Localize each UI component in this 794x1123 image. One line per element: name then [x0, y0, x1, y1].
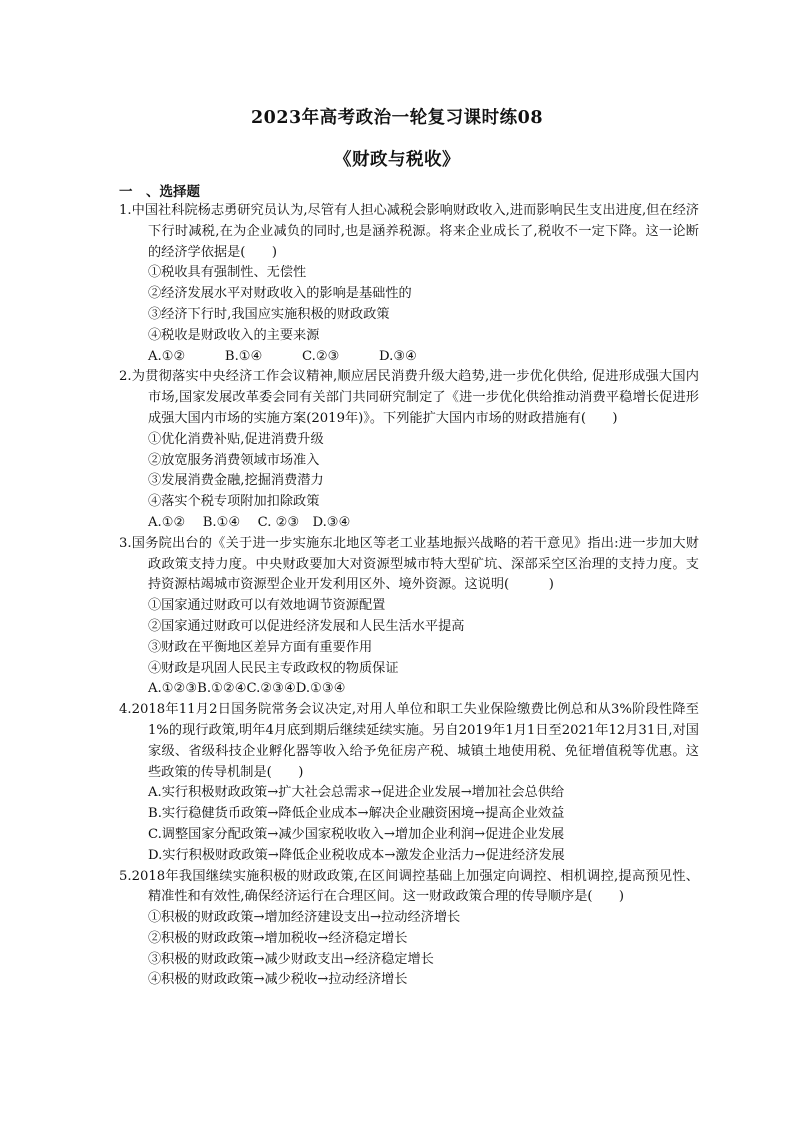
option-item: ①税收具有强制性、无偿性: [148, 265, 307, 281]
question-2: [119, 367, 699, 533]
answer-choices: A.①②③B.①②④C.②③④D.①③④: [148, 681, 346, 697]
question-stem: 4.2018年11月2日国务院常务会议决定,对用人单位和职工失业保险缴费比例总和从3%阶段性降至1%的现行政策,明年4月底到期后继续延续实施。另自2019年1月1日至2021年12月31日,对国家级、省级科技企业孵化器等收入给予免征房产税、城镇土地使用税、免征增值税等优惠。这些政策的传导机制是( ): [119, 702, 699, 780]
option-item: ①积极的财政政策→增加经济建设支出→拉动经济增长: [148, 910, 461, 926]
question-3: [119, 534, 699, 700]
option-item: A.实行积极财政政策→扩大社会总需求→促进企业发展→增加社会总供给: [148, 785, 565, 801]
option-item: ③经济下行时,我国应实施积极的财政政策: [148, 306, 390, 322]
question-1: [119, 201, 699, 367]
option-item: ②积极的财政政策→增加税收→经济稳定增长: [148, 930, 408, 946]
answer-choices: A.①② B.①④ C.②③ D.③④: [148, 348, 417, 364]
question-stem: 1.中国社科院杨志勇研究员认为,尽管有人担心减税会影响财政收入,进而影响民生支出进度,但在经济下行时减税,在为企业减负的同时,也是涵养税源。将来企业成长了,税收不一定下降。这一论断的经济学依据是( ): [119, 203, 699, 260]
option-item: C.调整国家分配政策→减少国家税收收入→增加企业利润→促进企业发展: [148, 826, 565, 842]
option-item: ④落实个税专项附加扣除政策: [148, 494, 320, 510]
option-item: ①优化消费补贴,促进消费升级: [148, 431, 324, 447]
option-item: ②经济发展水平对财政收入的影响是基础性的: [148, 286, 412, 302]
option-item: B.实行稳健货币政策→降低企业成本→解决企业融资困境→提高企业效益: [148, 806, 565, 822]
section-heading: 一 、选择题: [119, 184, 200, 200]
option-item: D.实行积极财政政策→降低企业税收成本→激发企业活力→促进经济发展: [148, 847, 565, 863]
option-item: ④财政是巩固人民民主专政政权的物质保证: [148, 660, 399, 676]
question-stem: 2.为贯彻落实中央经济工作会议精神,顺应居民消费升级大趋势,进一步优化供给, 促进形成强大国内市场,国家发展改革委会同有关部门共同研究制定了《进一步优化供给推动消费平稳增长促进形成强大国内市场的实施方案(2019年)》。下列能扩大国内市场的财政措施有( ): [119, 369, 699, 426]
option-item: ②放宽服务消费领域市场准入: [148, 452, 320, 468]
question-stem: 5.2018年我国继续实施积极的财政政策,在区间调控基础上加强定向调控、相机调控,提高预见性、精准性和有效性,确保经济运行在合理区间。这一财政政策合理的传导顺序是( ): [119, 868, 699, 905]
option-item: ①国家通过财政可以有效地调节资源配置: [148, 598, 386, 614]
answer-choices: A.①② B.①④ C. ②③ D.③④: [148, 514, 351, 530]
option-item: ③财政在平衡地区差异方面有重要作用: [148, 639, 373, 655]
option-item: ③发展消费金融,挖掘消费潜力: [148, 473, 324, 489]
question-4: [119, 700, 699, 866]
question-list: [119, 201, 699, 991]
question-5: [119, 867, 699, 992]
option-item: ④积极的财政政策→减少税收→拉动经济增长: [148, 972, 408, 988]
page-subtitle: 《财政与税收》: [334, 150, 460, 170]
option-item: ②国家通过财政可以促进经济发展和人民生活水平提高: [148, 618, 465, 634]
option-item: ③积极的财政政策→减少财政支出→经济稳定增长: [148, 951, 434, 967]
page-title: 2023年高考政治一轮复习课时练08: [250, 108, 544, 128]
question-stem: 3.国务院出台的《关于进一步实施东北地区等老工业基地振兴战略的若干意见》指出:进一步加大财政政策支持力度。中央财政要加大对资源型城市特大型矿坑、深部采空区治理的支持力度。支持资源枯竭城市资源型企业开发利用区外、境外资源。这说明( ): [119, 535, 699, 593]
option-item: ④税收是财政收入的主要来源: [148, 327, 320, 343]
